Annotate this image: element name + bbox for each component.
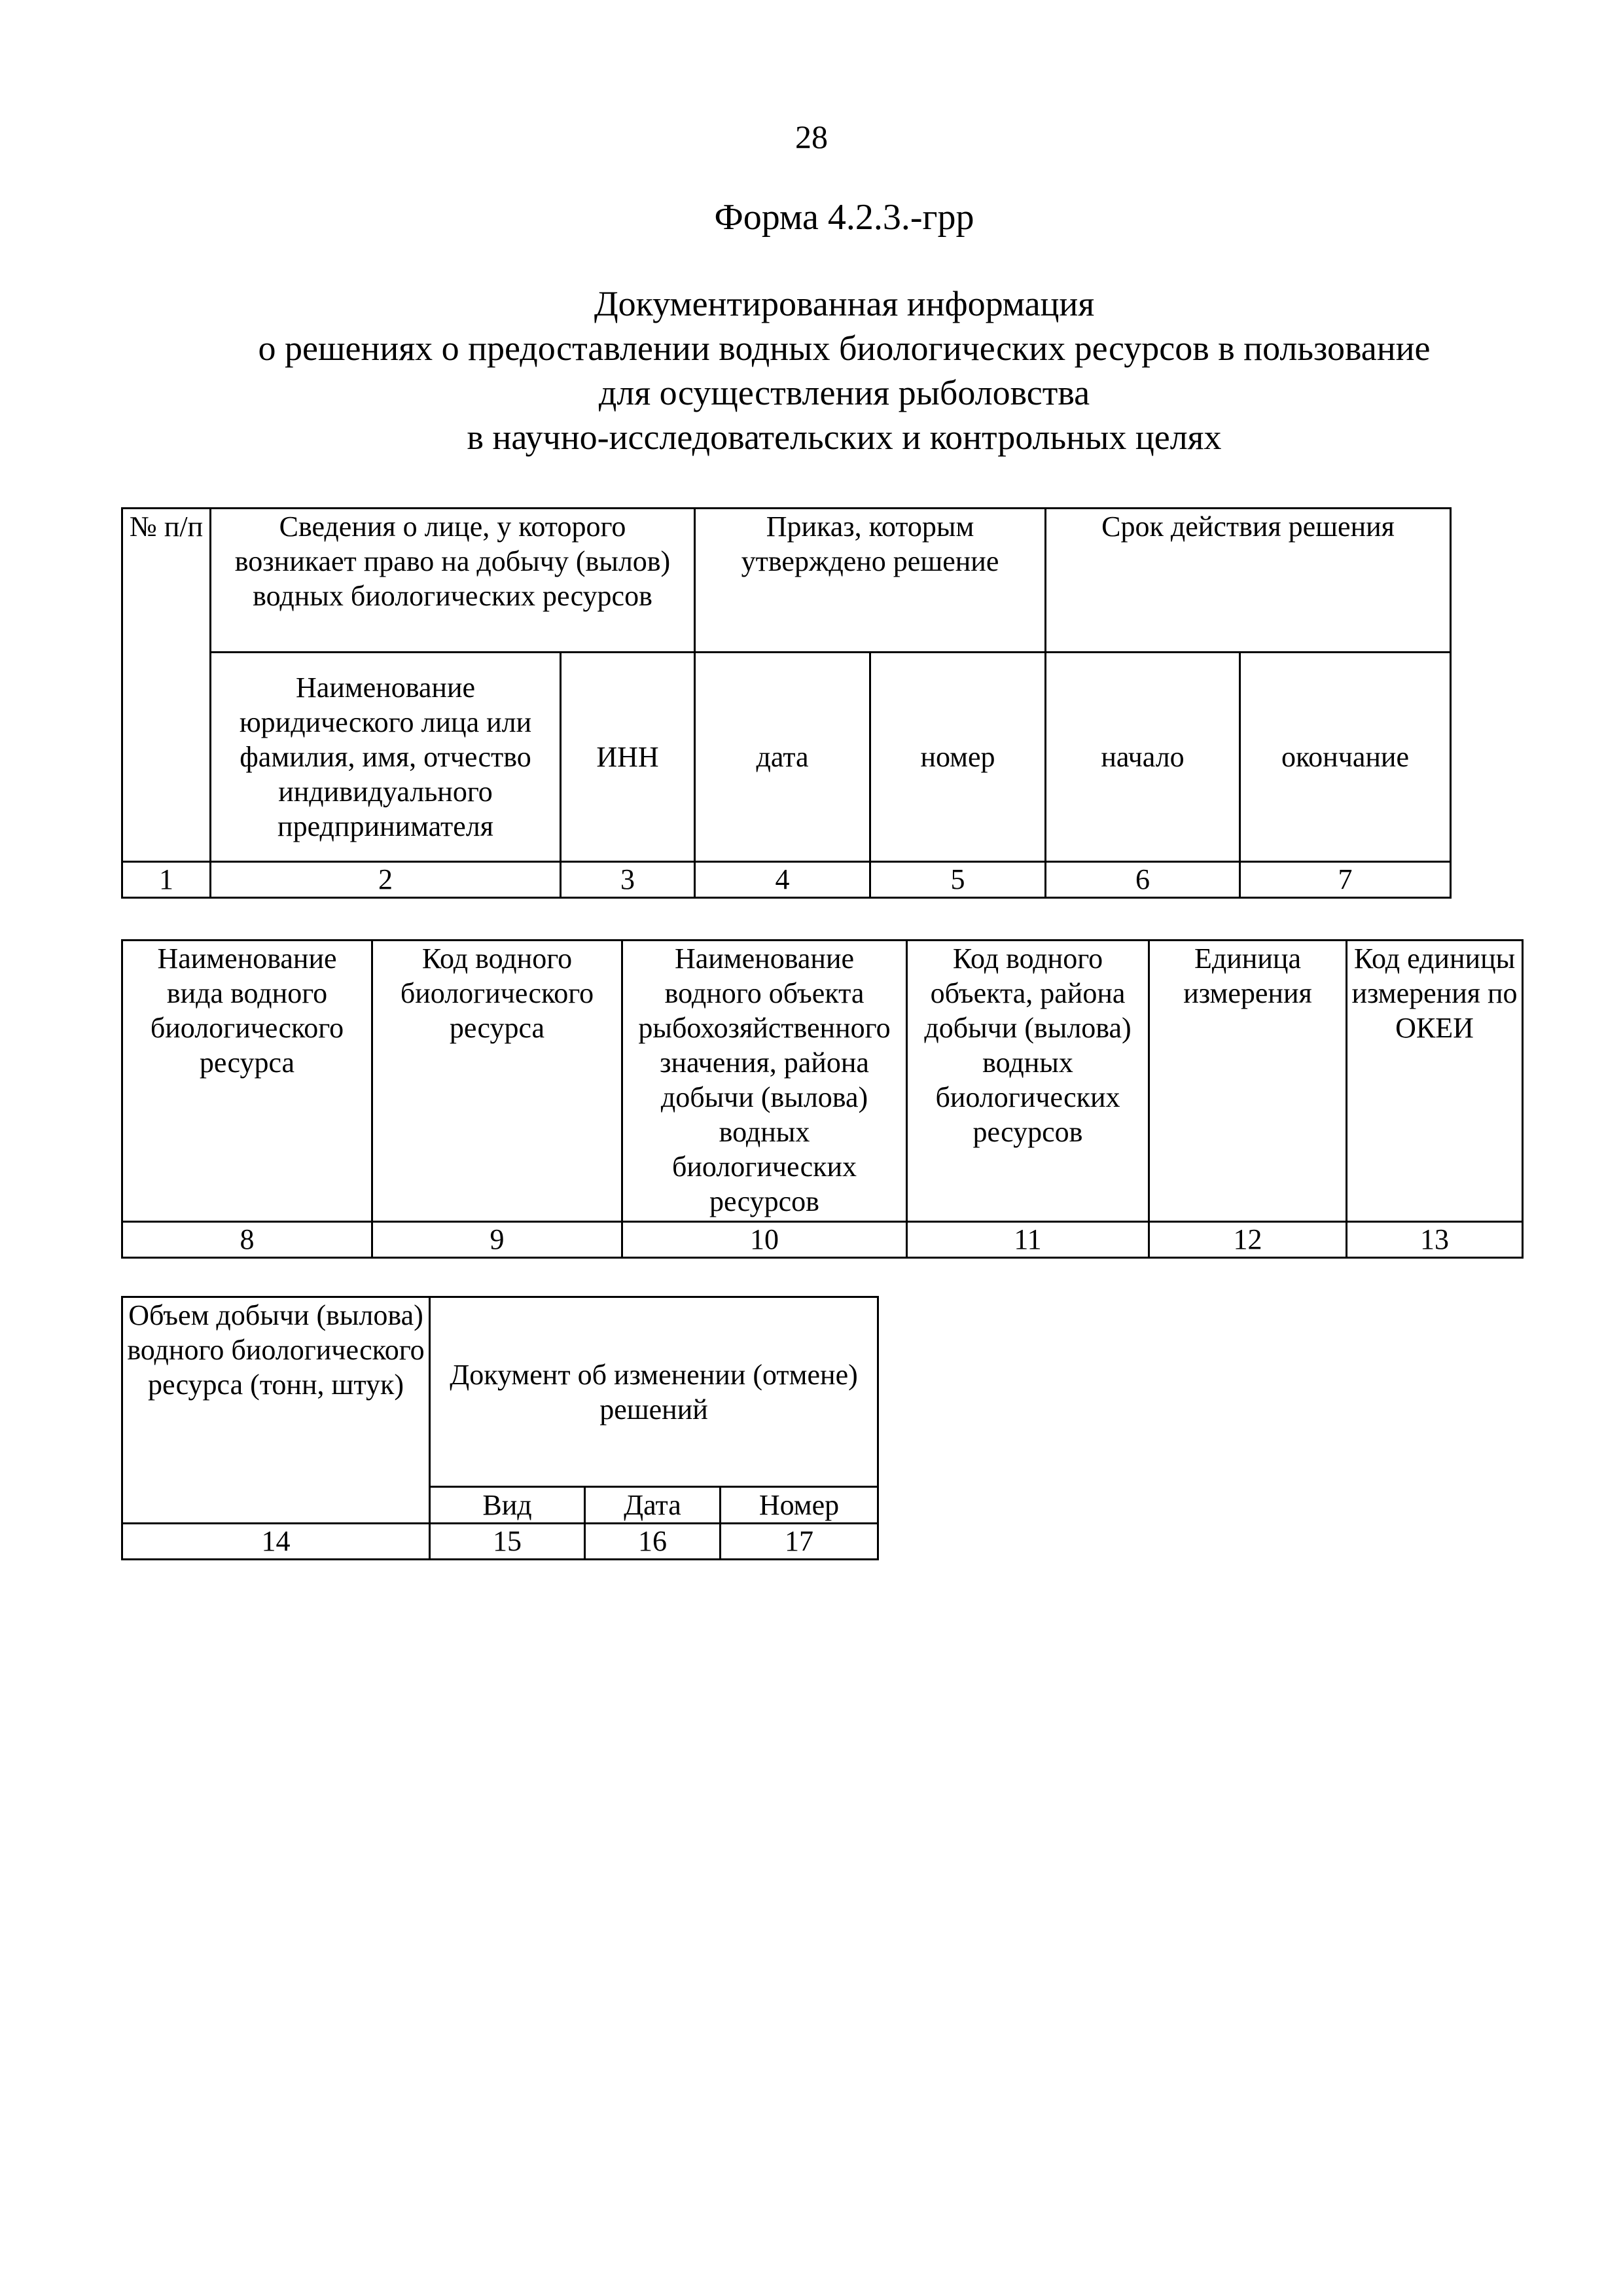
header-change-document: Документ об изменении (отмене) решений	[430, 1297, 878, 1487]
header-species: Наименование вида водного биологического ресурса	[122, 941, 372, 1222]
column-number: 8	[122, 1222, 372, 1258]
column-number: 4	[695, 862, 870, 898]
header-num: № п/п	[122, 509, 211, 862]
header-order-number: номер	[870, 653, 1046, 862]
header-term-start: начало	[1046, 653, 1240, 862]
column-number: 9	[372, 1222, 622, 1258]
document-title-line: Документированная информация	[594, 284, 1095, 323]
document-title-line: для осуществления рыболовства	[598, 373, 1090, 412]
header-order: Приказ, которым утверждено решение	[695, 509, 1046, 653]
column-number: 6	[1046, 862, 1240, 898]
header-water-body-code: Код водного объекта, района добычи (вылова) водных биологических ресурсов	[907, 941, 1149, 1222]
header-change-kind: Вид	[430, 1487, 585, 1524]
page-number: 28	[795, 118, 828, 155]
document-title-line: о решениях о предоставлении водных биологических ресурсов в пользование	[258, 329, 1431, 368]
header-person: Сведения о лице, у которого возникает право на добычу (вылов) водных биологических ресурсов	[211, 509, 695, 653]
header-change-date: Дата	[585, 1487, 721, 1524]
column-number: 17	[721, 1524, 878, 1560]
volume-table	[121, 1296, 879, 1560]
header-term-end: окончание	[1240, 653, 1451, 862]
header-term: Срок действия решения	[1046, 509, 1451, 653]
column-number: 13	[1347, 1222, 1523, 1258]
column-number: 11	[907, 1222, 1149, 1258]
header-volume: Объем добычи (вылова) водного биологического ресурса (тонн, штук)	[122, 1297, 430, 1524]
document-title-line: в научно-исследовательских и контрольных целях	[467, 418, 1222, 457]
header-inn: ИНН	[561, 653, 695, 862]
header-entity-name: Наименование юридического лица или фамилия, имя, отчество индивидуального предпринимателя	[211, 653, 561, 862]
column-number: 3	[561, 862, 695, 898]
column-number: 16	[585, 1524, 721, 1560]
column-number: 5	[870, 862, 1046, 898]
column-number: 10	[622, 1222, 907, 1258]
header-order-date: дата	[695, 653, 870, 862]
header-okei-code: Код единицы измерения по ОКЕИ	[1347, 941, 1523, 1222]
header-resource-code: Код водного биологического ресурса	[372, 941, 622, 1222]
column-number: 1	[122, 862, 211, 898]
decision-table	[121, 507, 1452, 899]
header-unit: Единица измерения	[1149, 941, 1347, 1222]
column-number: 15	[430, 1524, 585, 1560]
form-title: Форма 4.2.3.-грр	[714, 197, 974, 238]
column-number: 2	[211, 862, 561, 898]
document-title	[0, 281, 1623, 459]
resource-table	[121, 939, 1524, 1259]
header-change-number: Номер	[721, 1487, 878, 1524]
column-number: 12	[1149, 1222, 1347, 1258]
header-water-body-name: Наименование водного объекта рыбохозяйственного значения, района добычи (вылова) водных биологических ресурсов	[622, 941, 907, 1222]
column-number: 14	[122, 1524, 430, 1560]
column-number: 7	[1240, 862, 1451, 898]
